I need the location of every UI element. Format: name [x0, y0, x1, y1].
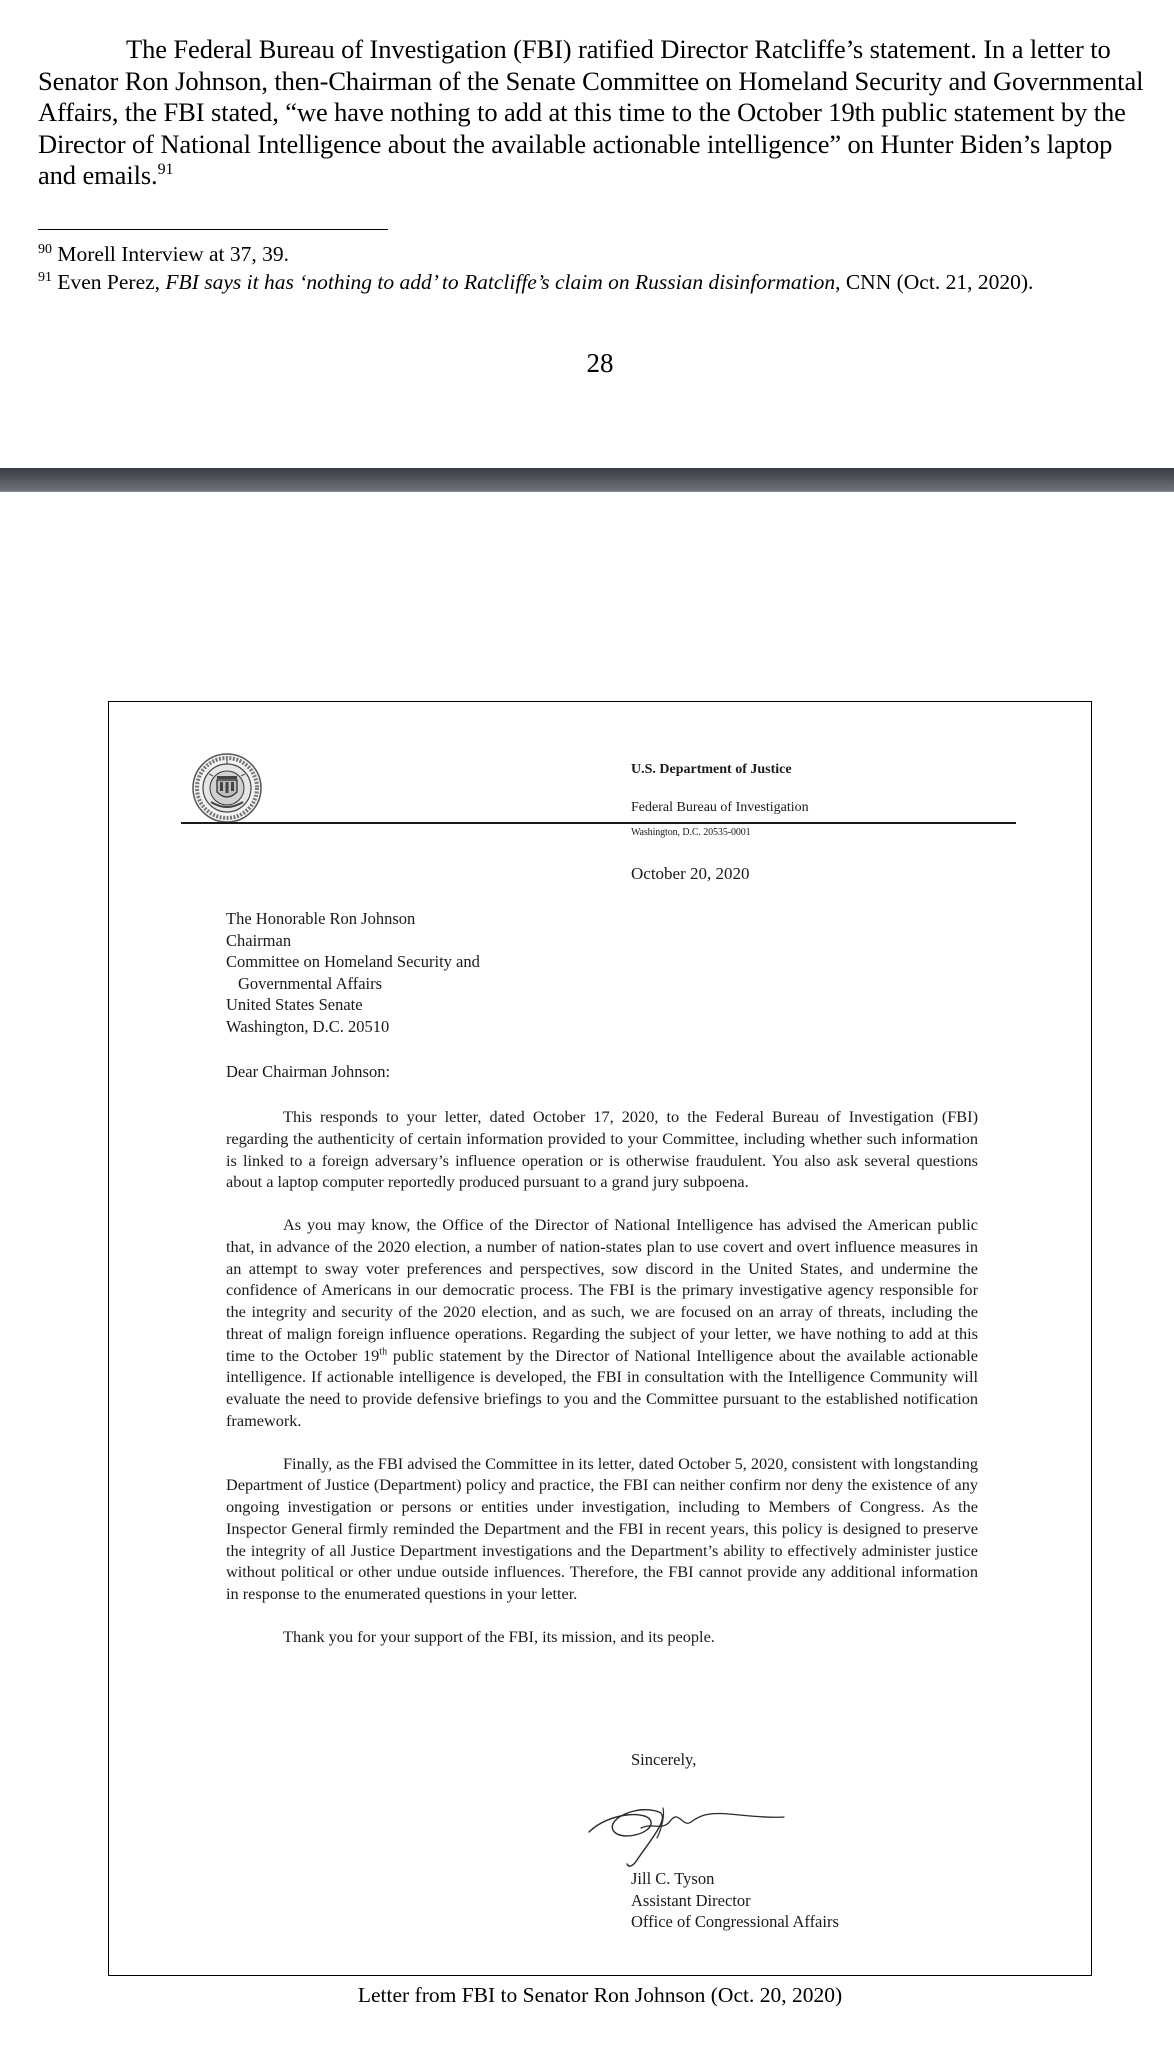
footnotes [38, 240, 1168, 296]
salutation: Dear Chairman Johnson: [226, 1062, 391, 1081]
body-paragraph [38, 34, 1148, 192]
letter-figure [108, 701, 1092, 1976]
letter-paragraph-2 [226, 1214, 978, 1432]
page-number: 28 [586, 348, 614, 378]
page-divider [0, 468, 1174, 492]
ordinal-suffix: th [379, 1346, 388, 1358]
figure-caption: Letter from FBI to Senator Ron Johnson (Oct. 20, 2020) [357, 1983, 843, 2007]
addressee-line: Committee on Homeland Security and [226, 952, 480, 971]
letter-paragraph-1: This responds to your letter, dated October 17, 2020, to the Federal Bureau of Investigation (FBI) regarding the authenticity of certain information provided to your Committee, including whether such information is linked to a foreign adversary’s influence operation or is otherwise fraudulent. You also ask several questions about a laptop computer reportedly produced pursuant to a grand jury subpoena. [226, 1107, 978, 1192]
addressee-line: United States Senate [226, 995, 363, 1014]
fbi-seal-icon [191, 752, 263, 824]
footnote-article-title: FBI says it has ‘nothing to add’ to Ratcliffe’s claim on Russian disinformation [165, 270, 836, 294]
report-page [0, 0, 1174, 468]
footnote-number: 91 [38, 269, 52, 285]
letterhead [631, 760, 809, 818]
letterhead-bureau: Federal Bureau of Investigation [631, 800, 809, 815]
letter-body [226, 1106, 978, 1669]
letter-paragraph-2-start: As you may know, the Office of the Director of National Intelligence has advised the American public that, in advance of the 2020 election, a number of nation-states plan to use covert and overt influence measures in an attempt to sway voter preferences and perspectives, sow discord in the United States, and undermine the confidence of Americans in our democratic process. The FBI is the primary investigative agency responsible for the integrity and security of the 2020 election, and as such, we are focused on an array of threats, including the threat of malign foreign influence operations. Regarding the subject of your letter, we have nothing to add at this time to the October 19 [226, 1215, 978, 1365]
signer-block [631, 1868, 839, 1933]
letter-paragraph-4: Thank you for your support of the FBI, its mission, and its people. [283, 1626, 715, 1646]
letterhead-address: Washington, D.C. 20535-0001 [631, 827, 751, 838]
letterhead-department: U.S. Department of Justice [631, 762, 792, 777]
body-paragraph-text: The Federal Bureau of Investigation (FBI) ratified Director Ratcliffe’s statement. In a letter to Senator Ron Johnson, then-Chairman of the Senate Committee on Homeland Security and Governmental Affairs, the FBI stated, “we have nothing to add at this time to the October 19th public statement by the Director of National Intelligence about the available actionable intelligence” on Hunter Biden’s laptop and emails. [38, 34, 1144, 190]
letterhead-rule [181, 822, 1016, 824]
letter-paragraph-2-end: public statement by the Director of National Intelligence about the available actionable intelligence. If actionable intelligence is developed, the FBI in consultation with the Intelligence Community will evaluate the need to provide defensive briefings to you and the Committee pursuant to the established notification framework. [226, 1345, 978, 1430]
footnote-90 [38, 240, 1168, 268]
addressee-line: Washington, D.C. 20510 [226, 1016, 390, 1036]
addressee-line: The Honorable Ron Johnson [226, 909, 416, 928]
letter-date: October 20, 2020 [631, 864, 750, 883]
addressee-line: Governmental Affairs [238, 973, 383, 993]
signer-title: Assistant Director [631, 1890, 751, 1910]
signer-office: Office of Congressional Affairs [631, 1912, 839, 1931]
addressee-block [226, 908, 480, 1037]
footnote-number: 90 [38, 241, 52, 257]
footnote-text: Morell Interview at 37, 39. [57, 242, 290, 266]
signer-name: Jill C. Tyson [631, 1869, 715, 1888]
letter-paragraph-3: Finally, as the FBI advised the Committee in its letter, dated October 5, 2020, consistent with longstanding Department of Justice (Department) policy and practice, the FBI can neither confirm nor deny the existence of any ongoing investigation or persons or entities under investigation, including to Members of Congress. As the Inspector General firmly reminded the Department and the FBI in recent years, this policy is designed to preserve the integrity of all Justice Department investigations and the Department’s ability to effectively administer justice without political or other undue outside influences. Therefore, the FBI cannot provide any additional information in response to the enumerated questions in your letter. [226, 1453, 978, 1603]
handwritten-signature-icon [579, 1782, 799, 1872]
footnote-divider [38, 229, 388, 230]
letter-image [109, 702, 1091, 1975]
footnote-reference[interactable]: 91 [157, 161, 174, 179]
footnote-author: Even Perez, [57, 270, 161, 294]
footnote-91 [38, 268, 1168, 296]
footnote-source: , CNN (Oct. 21, 2020). [835, 270, 1034, 294]
addressee-line: Chairman [226, 930, 292, 950]
closing: Sincerely, [631, 1750, 697, 1769]
